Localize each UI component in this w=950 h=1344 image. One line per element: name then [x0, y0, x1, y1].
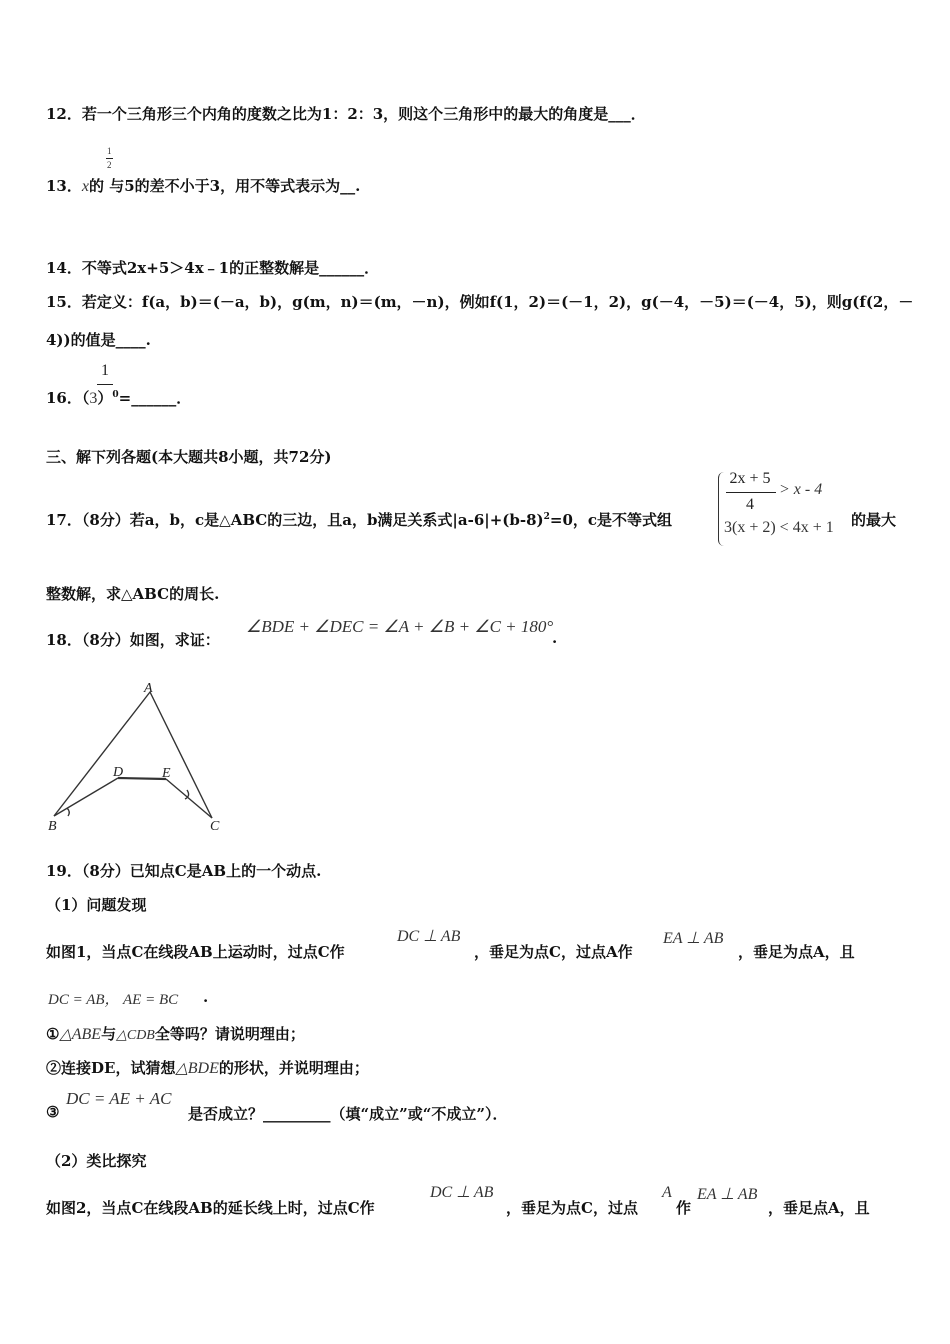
angle-b-mark: [67, 808, 69, 816]
q19-fig2-math-a: A: [662, 1184, 672, 1201]
q19-sub2-triangle-bde: △BDE: [175, 1060, 219, 1077]
q16-fraction-bar: [97, 384, 113, 385]
q19-fig2-text-d: ，垂足点A，且: [768, 1199, 870, 1217]
q19-sub3-marker: ③: [46, 1103, 60, 1121]
q16-fraction-numerator: 1: [101, 362, 109, 379]
q19-part2-title: （2）类比探究: [46, 1152, 147, 1170]
q19-fig1-math-dc-perp-ab: DC ⊥ AB: [397, 928, 461, 945]
q19-fig2-math-ea-perp-ab: EA ⊥ AB: [697, 1186, 758, 1203]
label-d: D: [113, 765, 124, 780]
q13-fraction-numerator: 1: [107, 146, 112, 156]
q17-line-2: 整数解，求△ABC的周长.: [46, 585, 220, 603]
q19-sub3-math: DC = AE + AC: [66, 1089, 172, 1108]
segment-ec: [166, 779, 212, 818]
q17-ineq1-denominator: 4: [746, 496, 754, 513]
q17-text1: 17．（8分）若a，b，c是△ABC的三边，且a，b满足关系式|a-6|+(b-8): [46, 511, 544, 529]
question-15-line-1: 15．若定义：f(a，b)＝(－a，b)，g(m，n)＝(m，－n)，例如f(1，2)＝(－1，2)，g(－4，－5)＝(－4，5)，则g(f(2，－: [46, 293, 914, 311]
q19-sub2-text-a: ②连接DE，试猜想: [46, 1059, 176, 1077]
q16-fraction-denominator: 3: [89, 390, 98, 407]
q16-suffix: ）: [97, 389, 113, 407]
question-19: 19．（8分）已知点C是AB上的一个动点.: [46, 862, 322, 880]
q16-prefix: 16．（: [46, 389, 90, 407]
q19-sub3-text: 是否成立？_________（填“成立”或“不成立”）．: [188, 1105, 508, 1123]
question-12: 12．若一个三角形三个内角的度数之比为1：2：3，则这个三角形中的最大的角度是___．: [46, 105, 646, 123]
q19-fig1-math-ea-perp-ab: EA ⊥ AB: [663, 930, 724, 947]
q19-sub2-text-b: 的形状，并说明理由；: [218, 1059, 369, 1077]
question-15-line-2: 4))的值是____.: [46, 331, 151, 349]
q17-exponent: 2: [543, 512, 550, 522]
label-c: C: [210, 819, 220, 834]
q19-fig2-text-b: ，垂足为点C，过点: [506, 1199, 638, 1217]
q18-formula: ∠BDE + ∠DEC = ∠A + ∠B + ∠C + 180°: [246, 617, 554, 636]
question-16: [46, 387, 191, 408]
q17-tail: 的最大: [851, 511, 897, 529]
q19-condition-math: DC = AB， AE = BC: [48, 992, 179, 1008]
q19-sub1: [46, 1023, 305, 1044]
q19-part1-title: （1）问题发现: [46, 896, 147, 914]
section-3-title: 三、解下列各题(本大题共8小题，共72分): [46, 448, 332, 466]
segment-ac: [150, 692, 212, 818]
q13-fraction-denominator: 2: [107, 160, 112, 170]
q13-fraction-bar: [106, 158, 113, 159]
q13-prefix: 13．: [46, 177, 82, 195]
q19-sub2: [46, 1057, 369, 1078]
segment-de: [118, 778, 166, 779]
q17-ineq1-rhs: > x - 4: [779, 481, 823, 498]
q19-fig1-text-c: ，垂足为点A，且: [738, 943, 855, 961]
question-17: [46, 509, 672, 530]
geometry-figure: [40, 678, 240, 838]
label-b: B: [48, 819, 57, 834]
question-14: 14．不等式2x+5＞4x﹣1的正整数解是______．: [46, 259, 380, 277]
segment-ab: [54, 692, 150, 816]
q17-ineq1-bar: [726, 492, 776, 493]
q19-sub1-triangle-cdb: △CDB: [116, 1028, 155, 1043]
q17-ineq1-numerator: 2x + 5: [729, 470, 771, 487]
q19-sub1-text-and: 与: [101, 1025, 117, 1043]
q19-sub1-triangle-abe: △ABE: [59, 1026, 102, 1043]
q16-exponent: 0: [112, 390, 119, 400]
segment-bd: [54, 778, 118, 816]
question-13: [46, 175, 360, 196]
q13-text: 的 与5的差不小于3，用不等式表示为__.: [88, 177, 361, 195]
q13-variable: x: [81, 178, 89, 195]
q18-end: .: [552, 629, 558, 647]
label-e: E: [162, 766, 171, 781]
q19-fig1-text-a: 如图1，当点C在线段AB上运动时，过点C作: [46, 943, 345, 961]
q19-sub1-question: 全等吗？请说明理由；: [154, 1025, 305, 1043]
label-a: A: [144, 681, 153, 696]
question-18: 18．（8分）如图，求证：: [46, 631, 220, 649]
q19-fig2-math-dc-perp-ab: DC ⊥ AB: [430, 1184, 494, 1201]
q17-ineq2: 3(x + 2) < 4x + 1: [724, 519, 834, 536]
q19-condition-end: .: [203, 988, 209, 1006]
q19-fig2-text-a: 如图2，当点C在线段AB的延长线上时，过点C作: [46, 1199, 375, 1217]
q17-text2: =0，c是不等式组: [549, 511, 673, 529]
q19-sub1-marker: ①: [46, 1025, 60, 1043]
q19-fig2-text-c: 作: [676, 1199, 692, 1217]
q16-tail: =______．: [118, 389, 192, 407]
q19-fig1-text-b: ，垂足为点C，过点A作: [474, 943, 633, 961]
